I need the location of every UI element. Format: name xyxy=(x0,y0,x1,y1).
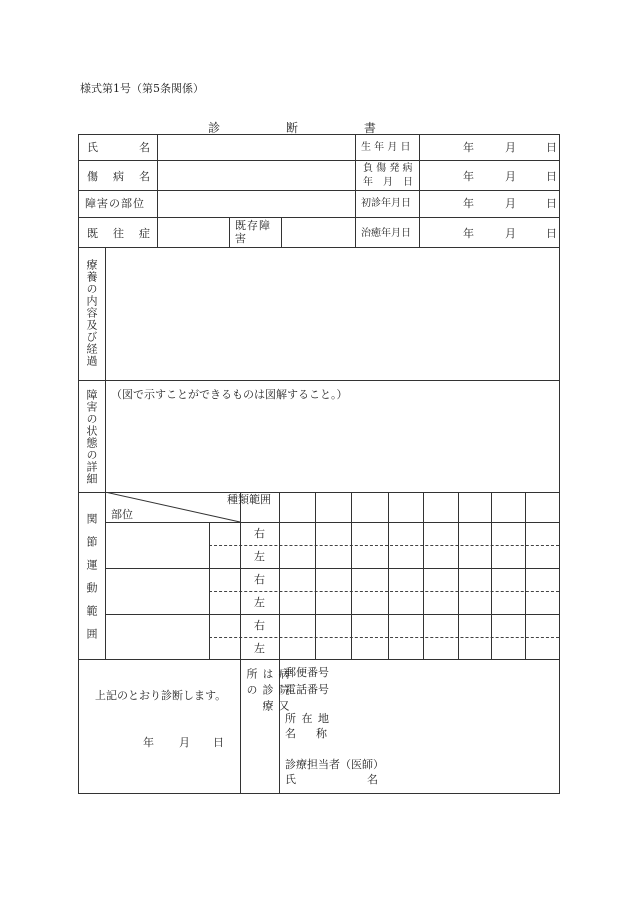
birth-month-unit: 月 xyxy=(505,141,516,154)
disease-label-3: 名 xyxy=(139,170,150,183)
doctor-name-label-1: 氏 xyxy=(285,773,296,786)
cure-day-unit: 日 xyxy=(546,227,557,240)
location-label: 所 在 地 xyxy=(285,712,330,725)
form-number: 様式第1号（第5条関係） xyxy=(80,82,204,95)
first-visit-day-unit: 日 xyxy=(546,197,557,210)
existing-disability-label-2: 害 xyxy=(235,232,246,245)
facility-name-label-1: 名 xyxy=(285,727,296,740)
rom-side-right-3: 右 xyxy=(254,619,265,632)
rom-header-type: 種類範囲 xyxy=(227,493,271,506)
rom-side-left-2: 左 xyxy=(254,596,265,609)
past-history-label-1: 既 xyxy=(87,227,98,240)
title-char-3: 書 xyxy=(363,121,376,135)
rom-label: 関節運動範囲 xyxy=(85,513,98,651)
disability-note: （図で示すことができるものは図解すること。） xyxy=(111,388,348,401)
onset-year-unit: 年 xyxy=(463,170,474,183)
cure-date-label: 治癒年月日 xyxy=(361,228,411,239)
facility-name-label-2: 称 xyxy=(316,727,327,740)
treatment-label: 療養の内容及び経過 xyxy=(85,259,98,367)
past-history-label-2: 往 xyxy=(113,227,124,240)
disability-part-label: 障害の部位 xyxy=(85,197,145,210)
footer-month-unit: 月 xyxy=(179,736,190,749)
phone-label: 電話番号 xyxy=(285,683,329,696)
past-history-label-3: 症 xyxy=(139,227,150,240)
footer-day-unit: 日 xyxy=(213,736,224,749)
existing-disability-label-1: 既存障 xyxy=(235,219,271,232)
disease-label-2: 病 xyxy=(113,170,124,183)
birth-year-unit: 年 xyxy=(463,141,474,154)
footer-year-unit: 年 xyxy=(143,736,154,749)
disability-detail-label: 障害の状態の詳細 xyxy=(85,389,98,485)
title-char-2: 断 xyxy=(285,121,298,135)
certificate-form xyxy=(78,134,560,794)
title-char-1: 診 xyxy=(208,121,221,135)
rom-header-part: 部位 xyxy=(111,508,133,521)
onset-day-unit: 日 xyxy=(546,170,557,183)
rom-side-left-3: 左 xyxy=(254,642,265,655)
onset-label-2: 年 月 日 xyxy=(363,177,413,188)
first-visit-year-unit: 年 xyxy=(463,197,474,210)
name-label-2: 名 xyxy=(139,141,150,154)
doctor-name-label-2: 名 xyxy=(367,773,378,786)
postal-label: 郵便番号 xyxy=(285,666,329,679)
onset-month-unit: 月 xyxy=(505,170,516,183)
name-label-1: 氏 xyxy=(87,141,98,154)
rom-side-right-1: 右 xyxy=(254,527,265,540)
first-visit-label: 初診年月日 xyxy=(361,198,411,209)
first-visit-month-unit: 月 xyxy=(505,197,516,210)
cure-year-unit: 年 xyxy=(463,227,474,240)
cure-month-unit: 月 xyxy=(505,227,516,240)
diagnosis-statement: 上記のとおり診断します。 xyxy=(95,689,227,702)
hospital-label: 病院又は診療所の xyxy=(245,668,290,716)
rom-side-right-2: 右 xyxy=(254,573,265,586)
disease-label-1: 傷 xyxy=(87,170,98,183)
birth-day-unit: 日 xyxy=(546,141,557,154)
onset-label-1: 負 傷 発 病 xyxy=(363,163,413,174)
rom-side-left-1: 左 xyxy=(254,550,265,563)
birth-date-label: 生 年 月 日 xyxy=(361,142,411,153)
doctor-label: 診療担当者（医師） xyxy=(285,758,384,771)
